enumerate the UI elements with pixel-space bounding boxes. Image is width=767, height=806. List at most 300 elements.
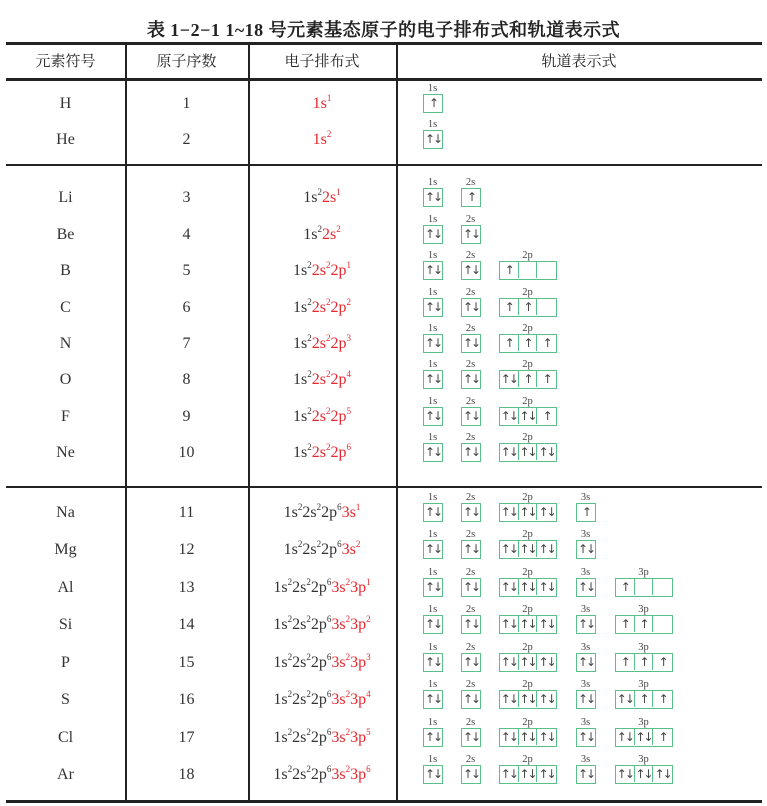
- orbital-boxes: [423, 130, 443, 149]
- orbital-group-2s: [461, 679, 480, 709]
- atomic-number: 2: [182, 131, 191, 148]
- electron-count: 2: [306, 727, 311, 737]
- config-term: [292, 616, 311, 633]
- spin-pair-arrows-icon: ↑↓: [577, 580, 595, 594]
- orbital-group-3s: [576, 604, 595, 634]
- spin-pair-arrows-icon: ↑↓: [462, 505, 480, 519]
- spin-pair-arrows-icon: ↑↓: [519, 409, 536, 423]
- electron-count: 2: [325, 442, 331, 452]
- config-term: [342, 541, 361, 558]
- orbital-boxes: [423, 407, 443, 426]
- config-term: [313, 131, 332, 148]
- orbital-boxes: [461, 653, 481, 672]
- config-term: [302, 541, 321, 558]
- orbital-boxes: [423, 94, 443, 113]
- electron-configuration: [248, 615, 396, 635]
- orbital-label: 2s: [465, 323, 476, 334]
- orbital-label: 1s: [427, 177, 438, 188]
- spin-up-arrow-icon: ↑: [519, 299, 538, 315]
- subshell: 1s: [293, 262, 308, 279]
- orbital-label: 2s: [465, 679, 476, 690]
- orbital-boxes: [423, 298, 443, 317]
- orbital-label: 2s: [465, 567, 476, 578]
- orbital-label: 2p: [522, 604, 533, 615]
- orbital-group-2p: [499, 717, 556, 747]
- spin-pair-arrows-icon: ↑↓: [500, 692, 517, 706]
- orbital-label: 2s: [465, 214, 476, 225]
- spin-pair-arrows-icon: ↑↓: [577, 692, 595, 706]
- orbital-boxes: [461, 728, 481, 747]
- orbital-boxes: [615, 765, 673, 784]
- subshell: 2p: [310, 654, 327, 671]
- orbital-label: 3s: [580, 642, 591, 653]
- spin-pair-arrows-icon: ↑↓: [538, 655, 555, 669]
- config-term: [312, 444, 331, 461]
- spin-pair-arrows-icon: ↑↓: [462, 767, 480, 781]
- orbital-group-1s: [423, 754, 442, 784]
- config-term: [322, 189, 341, 206]
- atomic-number: 13: [178, 579, 195, 596]
- spin-pair-arrows-icon: ↑↓: [424, 300, 442, 314]
- element-symbol: Li: [58, 189, 73, 206]
- electron-count: 5: [366, 727, 371, 737]
- orbital-label: 1s: [427, 679, 438, 690]
- orbital-boxes: [423, 728, 443, 747]
- subshell: 1s: [312, 131, 327, 148]
- orbital-boxes: [499, 261, 557, 280]
- subshell: 2s: [292, 616, 307, 633]
- electron-count: 2: [325, 406, 331, 416]
- orbital-label: 2s: [465, 287, 476, 298]
- spin-pair-arrows-icon: ↑↓: [538, 505, 555, 519]
- spin-up-arrow-icon: ↑: [542, 336, 551, 350]
- electron-configuration: [248, 690, 396, 710]
- config-term: [292, 691, 311, 708]
- orbital-boxes: [615, 615, 673, 634]
- config-term: [342, 504, 361, 521]
- electron-configuration: [248, 370, 396, 390]
- orbital-label: 1s: [427, 287, 438, 298]
- subshell: 1s: [283, 541, 298, 558]
- subshell: 2s: [292, 766, 307, 783]
- subshell: 2s: [302, 541, 317, 558]
- electron-count: 6: [326, 577, 332, 587]
- orbital-boxes: [461, 407, 481, 426]
- orbital-group-2p: [499, 529, 556, 559]
- subshell: 3p: [350, 616, 367, 633]
- orbital-label: 1s: [427, 396, 438, 407]
- spin-pair-arrows-icon: ↑↓: [538, 767, 555, 781]
- spin-up-arrow-icon: ↑: [635, 616, 654, 632]
- orbital-label: 3p: [638, 567, 649, 578]
- subshell: 1s: [293, 335, 308, 352]
- orbital-boxes: [423, 443, 443, 462]
- element-symbol: H: [59, 95, 72, 112]
- orbital-label: 1s: [427, 323, 438, 334]
- spin-pair-arrows-icon: ↑↓: [519, 445, 536, 459]
- config-term: [292, 766, 311, 783]
- orbital-boxes: [615, 578, 673, 597]
- subshell: 1s: [283, 504, 298, 521]
- config-term: [350, 766, 371, 783]
- orbital-boxes: [461, 188, 481, 207]
- orbital-label: 2p: [522, 642, 533, 653]
- orbital-group-2s: [461, 214, 480, 244]
- electron-count: 2: [325, 297, 331, 307]
- empty-orbital-box: [537, 262, 556, 278]
- electron-count: 2: [325, 369, 331, 379]
- spin-pair-arrows-icon: ↑↓: [519, 692, 536, 706]
- config-term: [273, 766, 292, 783]
- electron-configuration: [248, 225, 396, 245]
- subshell: 2p: [310, 766, 327, 783]
- atomic-number: 4: [182, 226, 191, 243]
- orbital-boxes: [499, 765, 557, 784]
- orbital-group-2p: [499, 323, 556, 353]
- spin-pair-arrows-icon: ↑↓: [424, 767, 442, 781]
- orbital-label: 1s: [427, 492, 438, 503]
- spin-pair-arrows-icon: ↑↓: [577, 617, 595, 631]
- config-term: [311, 766, 332, 783]
- electron-configuration: [248, 503, 396, 523]
- electron-count: 2: [345, 689, 351, 699]
- element-symbol: Cl: [57, 729, 74, 746]
- config-term: [331, 654, 350, 671]
- spin-up-arrow-icon: ↑: [658, 692, 667, 706]
- orbital-group-2s: [461, 567, 480, 597]
- orbital-group-3s: [576, 754, 595, 784]
- spin-pair-arrows-icon: ↑↓: [500, 730, 517, 744]
- spin-up-arrow-icon: ↑: [542, 409, 551, 423]
- atomic-number: 10: [178, 444, 195, 461]
- orbital-boxes: [499, 728, 557, 747]
- orbital-group-1s: [423, 642, 442, 672]
- electron-count: 5: [346, 406, 351, 416]
- spin-pair-arrows-icon: ↑↓: [462, 445, 480, 459]
- spin-pair-arrows-icon: ↑↓: [519, 580, 536, 594]
- orbital-boxes: [499, 540, 557, 559]
- electron-count: 2: [317, 187, 322, 197]
- orbital-label: 2p: [522, 287, 533, 298]
- subshell: 2p: [330, 371, 347, 388]
- orbital-group-2p: [499, 567, 556, 597]
- orbital-group-3s: [576, 642, 595, 672]
- orbital-group-2s: [461, 359, 480, 389]
- orbital-group-2s: [461, 432, 480, 462]
- spin-pair-arrows-icon: ↑↓: [462, 580, 480, 594]
- config-term: [293, 262, 312, 279]
- spin-pair-arrows-icon: ↑↓: [424, 580, 442, 594]
- orbital-label: 2p: [522, 323, 533, 334]
- orbital-label: 1s: [427, 214, 438, 225]
- electron-count: 4: [366, 689, 371, 699]
- electron-count: 2: [325, 260, 331, 270]
- electron-configuration: [248, 334, 396, 354]
- config-term: [273, 729, 292, 746]
- subshell: 2s: [311, 335, 326, 352]
- spin-pair-arrows-icon: ↑↓: [424, 409, 442, 423]
- orbital-label: 3s: [580, 717, 591, 728]
- spin-pair-arrows-icon: ↑↓: [519, 730, 536, 744]
- electron-count: 2: [306, 652, 311, 662]
- orbital-boxes: [499, 443, 557, 462]
- config-term: [350, 579, 371, 596]
- config-term: [311, 579, 332, 596]
- spin-pair-arrows-icon: ↑↓: [462, 409, 480, 423]
- spin-up-arrow-icon: ↑: [658, 655, 667, 669]
- orbital-group-3s: [576, 529, 595, 559]
- config-term: [350, 691, 371, 708]
- subshell: 2s: [292, 691, 307, 708]
- spin-pair-arrows-icon: ↑↓: [538, 730, 555, 744]
- orbital-boxes: [423, 334, 443, 353]
- spin-pair-arrows-icon: ↑↓: [519, 542, 536, 556]
- orbital-group-3s: [576, 492, 595, 522]
- spin-pair-arrows-icon: ↑↓: [500, 655, 517, 669]
- orbital-boxes: [423, 225, 443, 244]
- subshell: 1s: [273, 579, 288, 596]
- subshell: 3p: [350, 654, 367, 671]
- orbital-boxes: [499, 334, 557, 353]
- orbital-label: 2p: [522, 432, 533, 443]
- electron-count: 2: [287, 764, 293, 774]
- atomic-number: 17: [178, 729, 195, 746]
- orbital-group-2p: [499, 287, 556, 317]
- electron-configuration: [248, 407, 396, 427]
- orbital-group-3p: [615, 717, 672, 747]
- orbital-label: 3s: [580, 567, 591, 578]
- spin-pair-arrows-icon: ↑↓: [654, 767, 671, 781]
- subshell: 1s: [273, 691, 288, 708]
- orbital-group-1s: [423, 214, 442, 244]
- orbital-label: 2s: [465, 642, 476, 653]
- element-symbol: Ar: [57, 766, 74, 783]
- atomic-number: 7: [182, 335, 191, 352]
- subshell: 2s: [311, 371, 326, 388]
- orbital-label: 2s: [465, 359, 476, 370]
- orbital-boxes: [423, 370, 443, 389]
- spin-pair-arrows-icon: ↑↓: [635, 730, 652, 744]
- subshell: 3s: [331, 654, 346, 671]
- subshell: 1s: [293, 299, 308, 316]
- electron-count: 6: [326, 652, 332, 662]
- orbital-label: 3s: [580, 679, 591, 690]
- orbital-label: 3p: [638, 717, 649, 728]
- spin-pair-arrows-icon: ↑↓: [424, 336, 442, 350]
- orbital-group-2s: [461, 642, 480, 672]
- orbital-boxes: [461, 503, 481, 522]
- bottom-rule: [6, 800, 762, 803]
- orbital-group-1s: [423, 432, 442, 462]
- subshell: 2p: [330, 262, 347, 279]
- orbital-label: 2s: [465, 177, 476, 188]
- atomic-number: 1: [182, 95, 191, 112]
- electron-count: 2: [316, 539, 322, 549]
- orbital-boxes: [461, 540, 481, 559]
- electron-count: 6: [337, 502, 342, 512]
- orbital-boxes: [576, 615, 596, 634]
- orbital-label: 2p: [522, 250, 533, 261]
- config-term: [330, 371, 351, 388]
- subshell: 2s: [292, 579, 307, 596]
- group-divider-1: [6, 164, 762, 166]
- spin-pair-arrows-icon: ↑↓: [519, 767, 536, 781]
- orbital-group-2p: [499, 396, 556, 426]
- config-term: [330, 408, 351, 425]
- orbital-group-2p: [499, 492, 556, 522]
- config-term: [331, 616, 350, 633]
- config-term: [284, 504, 303, 521]
- subshell: 2p: [310, 691, 327, 708]
- orbital-group-2s: [461, 250, 480, 280]
- spin-pair-arrows-icon: ↑↓: [462, 336, 480, 350]
- orbital-group-1s: [423, 717, 442, 747]
- spin-pair-arrows-icon: ↑↓: [462, 730, 480, 744]
- orbital-group-3s: [576, 567, 595, 597]
- orbital-label: 1s: [427, 432, 438, 443]
- electron-count: 3: [346, 333, 351, 343]
- orbital-group-2s: [461, 323, 480, 353]
- spin-pair-arrows-icon: ↑↓: [462, 372, 480, 386]
- electron-count: 2: [307, 333, 312, 343]
- config-term: [330, 299, 351, 316]
- element-symbol: Al: [57, 579, 74, 596]
- electron-count: 2: [307, 406, 312, 416]
- orbital-group-2p: [499, 754, 556, 784]
- electron-count: 2: [287, 727, 293, 737]
- spin-pair-arrows-icon: ↑↓: [424, 227, 442, 241]
- orbital-label: 2p: [522, 492, 533, 503]
- spin-pair-arrows-icon: ↑↓: [538, 580, 555, 594]
- orbital-boxes: [423, 540, 443, 559]
- orbital-label: 2p: [522, 396, 533, 407]
- orbital-group-1s: [423, 529, 442, 559]
- spin-pair-arrows-icon: ↑↓: [616, 730, 633, 744]
- config-term: [350, 729, 371, 746]
- empty-orbital-box: [537, 299, 556, 315]
- spin-up-arrow-icon: ↑: [519, 335, 538, 351]
- orbital-boxes: [499, 407, 557, 426]
- subshell: 2s: [292, 729, 307, 746]
- subshell: 2p: [310, 579, 327, 596]
- electron-count: 6: [326, 614, 332, 624]
- electron-count: 2: [345, 727, 351, 737]
- orbital-label: 2s: [465, 432, 476, 443]
- atomic-number: 3: [182, 189, 191, 206]
- subshell: 1s: [303, 226, 318, 243]
- orbital-label: 3s: [580, 492, 591, 503]
- atomic-number: 12: [178, 541, 195, 558]
- orbital-label: 3s: [580, 604, 591, 615]
- orbital-group-1s: [423, 323, 442, 353]
- orbital-group-2s: [461, 529, 480, 559]
- config-term: [331, 766, 350, 783]
- subshell: 1s: [273, 729, 288, 746]
- config-term: [330, 262, 351, 279]
- config-term: [330, 335, 351, 352]
- subshell: 3p: [350, 729, 367, 746]
- orbital-label: 3p: [638, 754, 649, 765]
- spin-pair-arrows-icon: ↑↓: [462, 655, 480, 669]
- spin-pair-arrows-icon: ↑↓: [424, 445, 442, 459]
- spin-up-arrow-icon: ↑: [500, 262, 519, 278]
- orbital-label: 1s: [427, 604, 438, 615]
- config-term: [331, 579, 350, 596]
- orbital-label: 3p: [638, 604, 649, 615]
- subshell: 3s: [331, 616, 346, 633]
- subshell: 2p: [321, 504, 338, 521]
- electron-count: 2: [316, 502, 322, 512]
- electron-count: 2: [307, 369, 312, 379]
- orbital-label: 1s: [427, 359, 438, 370]
- orbital-label: 1s: [427, 529, 438, 540]
- orbital-boxes: [576, 653, 596, 672]
- orbital-boxes: [499, 298, 557, 317]
- element-symbol: F: [61, 408, 70, 425]
- group-divider-2: [6, 486, 762, 488]
- spin-pair-arrows-icon: ↑↓: [616, 767, 633, 781]
- orbital-boxes: [423, 615, 443, 634]
- orbital-group-3p: [615, 604, 672, 634]
- spin-pair-arrows-icon: ↑↓: [500, 580, 517, 594]
- orbital-boxes: [461, 765, 481, 784]
- orbital-group-2s: [461, 717, 480, 747]
- orbital-label: 2s: [465, 396, 476, 407]
- orbital-label: 2s: [465, 250, 476, 261]
- orbital-group-2p: [499, 432, 556, 462]
- atomic-number: 16: [178, 691, 195, 708]
- config-term: [303, 226, 322, 243]
- spin-pair-arrows-icon: ↑↓: [538, 692, 555, 706]
- atomic-number: 14: [178, 616, 195, 633]
- orbital-group-2p: [499, 679, 556, 709]
- subshell: 2s: [311, 408, 326, 425]
- subshell: 3p: [350, 766, 367, 783]
- orbital-boxes: [461, 690, 481, 709]
- spin-pair-arrows-icon: ↑↓: [424, 617, 442, 631]
- electron-configuration: [248, 728, 396, 748]
- orbital-boxes: [461, 298, 481, 317]
- orbital-group-1s: [423, 359, 442, 389]
- config-term: [321, 541, 342, 558]
- element-symbol: Be: [56, 226, 75, 243]
- subshell: 3s: [331, 579, 346, 596]
- config-term: [293, 335, 312, 352]
- subshell: 2p: [310, 729, 327, 746]
- subshell: 3p: [350, 691, 367, 708]
- atomic-number: 6: [182, 299, 191, 316]
- subshell: 3s: [341, 504, 356, 521]
- spin-up-arrow-icon: ↑: [616, 616, 635, 632]
- spin-up-arrow-icon: ↑: [635, 691, 654, 707]
- electron-count: 3: [366, 652, 371, 662]
- electron-configuration: [248, 540, 396, 560]
- electron-count: 6: [346, 442, 351, 452]
- subshell: 1s: [303, 189, 318, 206]
- electron-count: 2: [325, 333, 331, 343]
- orbital-boxes: [461, 578, 481, 597]
- electron-count: 2: [346, 297, 351, 307]
- spin-up-arrow-icon: ↑: [635, 654, 654, 670]
- orbital-boxes: [615, 653, 673, 672]
- orbital-label: 2s: [465, 604, 476, 615]
- electron-count: 2: [317, 224, 322, 234]
- config-term: [330, 444, 351, 461]
- spin-up-arrow-icon: ↑: [428, 96, 438, 110]
- spin-pair-arrows-icon: ↑↓: [462, 300, 480, 314]
- orbital-boxes: [461, 443, 481, 462]
- subshell: 2p: [310, 616, 327, 633]
